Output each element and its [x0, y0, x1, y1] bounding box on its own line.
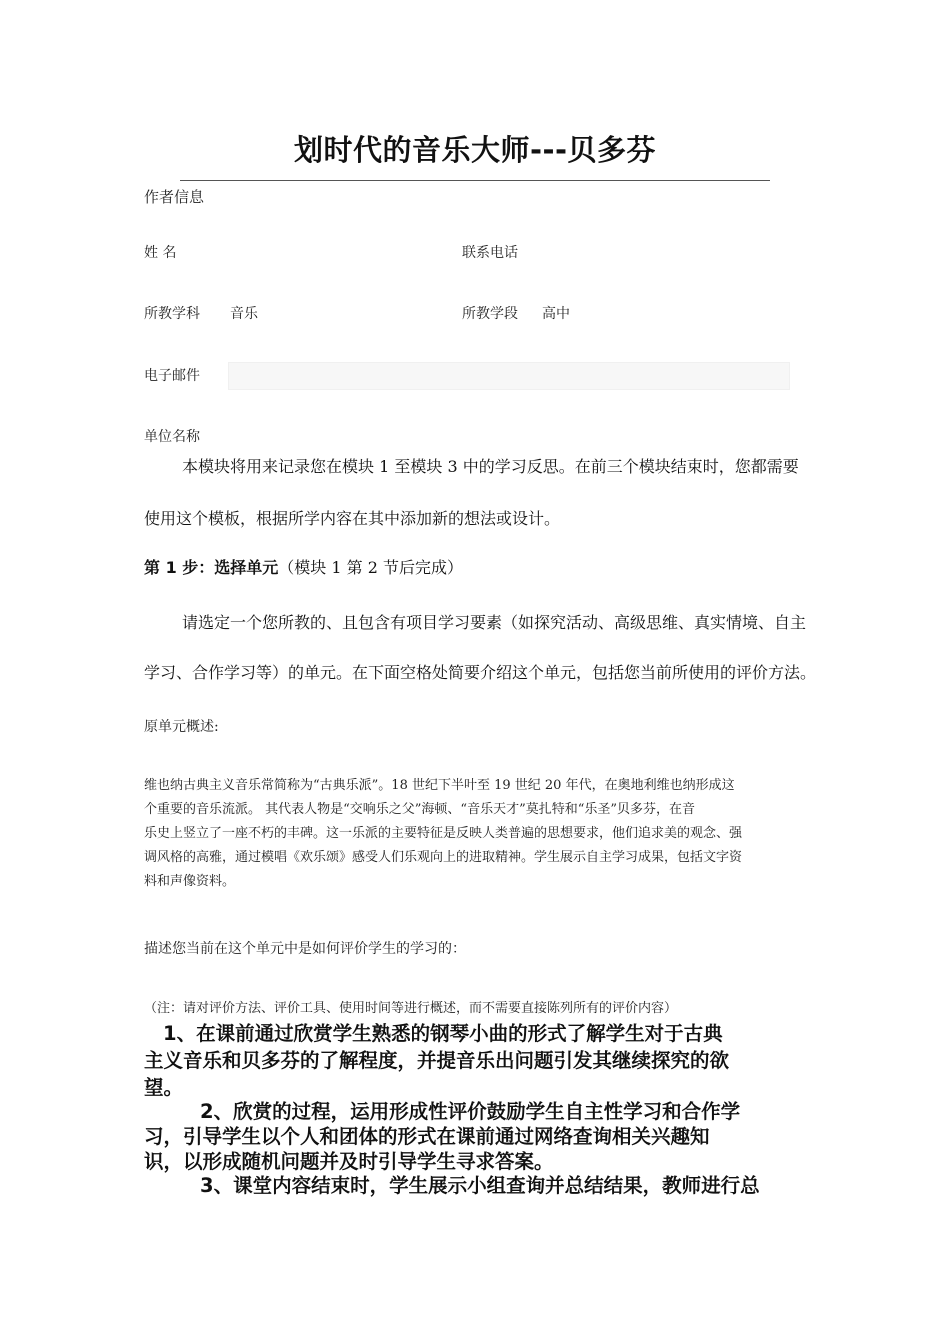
overview-line: 个重要的音乐流派。 其代表人物是“交响乐之父”海顿、“音乐天才”莫扎特和“乐圣”贝多芬，在音 [144, 802, 696, 817]
overview-text [144, 774, 794, 894]
subject-value: 音乐 [230, 306, 258, 322]
step1-heading [144, 555, 463, 578]
step1-bold-label: 第 1 步：选择单元 [144, 558, 279, 577]
overview-label: 原单元概述: [144, 719, 219, 735]
overview-line: 维也纳古典主义音乐常简称为“古典乐派”。18 世纪下半叶至 19 世纪 20 年代，在奥地利维也纳形成这 [144, 778, 735, 793]
instruction-line-2: 学习、合作学习等）的单元。在下面空格处简要介绍这个单元，包括您当前所使用的评价方法。 [144, 663, 817, 682]
overview-line: 乐史上竖立了一座不朽的丰碑。这一乐派的主要特征是反映人类普遍的思想要求，他们追求美的观念、强 [144, 826, 743, 841]
unit-label: 单位名称 [144, 429, 200, 445]
step1-note: （模块 1 第 2 节后完成） [278, 558, 463, 577]
intro-line-2: 使用这个模板，根据所学内容在其中添加新的想法或设计。 [144, 509, 561, 528]
title-underline [180, 180, 770, 181]
phone-label: 联系电话 [462, 245, 518, 261]
stage-label: 所教学段 [462, 306, 518, 322]
assessment-line: 2、欣赏的过程，运用形成性评价鼓励学生自主性学习和合作学 [200, 1100, 741, 1123]
email-label: 电子邮件 [144, 368, 200, 384]
assessment-prompt: 描述您当前在这个单元中是如何评价学生的学习的： [144, 941, 466, 957]
assessment-line: 1、在课前通过欣赏学生熟悉的钢琴小曲的形式了解学生对于古典 [163, 1022, 723, 1045]
instruction-line-1: 请选定一个您所教的、且包含有项目学习要素（如探究活动、高级思维、真实情境、自主 [182, 613, 807, 632]
assessment-line: 习，引导学生以个人和团体的形式在课前通过网络查询相关兴趣知 [144, 1125, 710, 1148]
assessment-note: （注：请对评价方法、评价工具、使用时间等进行概述，而不需要直接陈列所有的评价内容） [144, 1001, 678, 1016]
name-label: 姓 名 [144, 245, 177, 261]
author-info-heading: 作者信息 [144, 188, 205, 206]
assessment-line: 望。 [144, 1076, 184, 1099]
subject-label: 所教学科 [144, 306, 200, 322]
assessment-line: 3、课堂内容结束时，学生展示小组查询并总结结果，教师进行总 [200, 1174, 760, 1197]
document-title: 划时代的音乐大师---贝多芬 [293, 133, 657, 167]
overview-line: 料和声像资料。 [144, 874, 236, 889]
overview-line: 调风格的高雅，通过模唱《欢乐颂》感受人们乐观向上的进取精神。学生展示自主学习成果，包括文字资 [144, 850, 743, 865]
assessment-line: 主义音乐和贝多芬的了解程度，并提音乐出问题引发其继续探究的欲 [144, 1049, 730, 1072]
stage-value: 高中 [542, 306, 570, 322]
email-field[interactable] [228, 362, 790, 390]
intro-line-1: 本模块将用来记录您在模块 1 至模块 3 中的学习反思。在前三个模块结束时，您都需要 [182, 457, 799, 476]
assessment-line: 识，以形成随机问题并及时引导学生寻求答案。 [144, 1150, 554, 1173]
